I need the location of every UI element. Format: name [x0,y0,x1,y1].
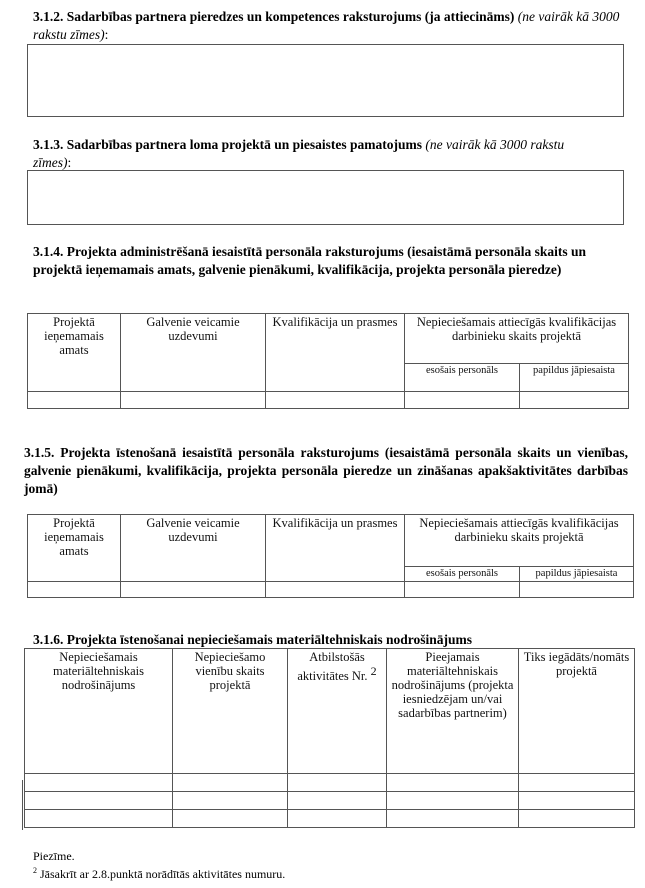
section-3-1-4-heading [33,243,623,279]
table-cell[interactable] [28,392,121,409]
table-cell[interactable] [25,774,173,792]
footnote-text: Jāsakrīt ar 2.8.punktā norādītās aktivitātes numuru. [37,867,286,881]
material-resources-table [24,648,635,828]
table-cell[interactable] [25,810,173,828]
table-cell[interactable] [405,392,520,409]
table-cell[interactable] [266,392,405,409]
table-cell[interactable] [387,774,519,792]
staff-implementation-table [27,514,634,598]
col-header-tasks: Galvenie veicamie uzdevumi [121,314,266,392]
col-header-tasks: Galvenie veicamie uzdevumi [121,515,266,582]
col-header-position: Projektā ieņemamais amats [28,515,121,582]
colon: : [67,155,72,170]
section-title: Sadarbības partnera pieredzes un kompetences raksturojums (ja attiecināms) [66,9,515,24]
footnote-ref: 2 [370,664,377,678]
footnote-mark: 2 [33,866,37,875]
col-header-activity-nr [288,649,387,774]
table-cell[interactable] [520,582,634,598]
section-3-1-3-heading [33,136,593,172]
table-cell[interactable] [519,810,635,828]
footnote [33,864,613,881]
table-cell[interactable] [405,582,520,598]
col-header-purchased: Tiks iegādāts/nomāts projektā [519,649,635,774]
section-title: 3.1.4. Projekta administrēšanā iesaistītā personāla raksturojums (iesaistāmā personāla skaits un projektā ieņemamais amats, galvenie pienākumi, kvalifikācija, projekta personāla pieredze) [33,244,587,277]
table-cell[interactable] [121,392,266,409]
col-header-staff-count: Nepieciešamais attiecīgās kvalifikācijas darbinieku skaits projektā [405,314,629,364]
table-cell[interactable] [28,582,121,598]
col-header-qualification: Kvalifikācija un prasmes [266,314,405,392]
col-header-staff-count: Nepieciešamais attiecīgās kvalifikācijas darbinieku skaits projektā [405,515,634,567]
table-cell[interactable] [519,792,635,810]
table-cell[interactable] [173,774,288,792]
table-cell[interactable] [288,792,387,810]
table-cell[interactable] [387,810,519,828]
text-input-box-3-1-2[interactable] [27,44,624,117]
table-cell[interactable] [173,810,288,828]
section-3-1-6-heading [33,631,623,649]
table-cell[interactable] [520,392,629,409]
char-limit-note: (ne vairāk kā 3000 rakstu zīmes) [33,9,620,42]
col-header-position: Projektā ieņemamais amats [28,314,121,392]
section-number: 3.1.2. [33,9,64,24]
table-cell[interactable] [121,582,266,598]
section-3-1-5-heading [24,444,628,498]
table-cell[interactable] [387,792,519,810]
table-cell[interactable] [173,792,288,810]
section-title: 3.1.5. Projekta īstenošanā iesaistītā personāla raksturojums (iesaistāmā personāla skaits un vienības, galvenie pienākumi, kvalifikācija, projekta personāla pieredze un zināšanas apakšaktivitātes darbības jomā) [24,445,628,496]
subheader-existing: esošais personāls [405,364,520,392]
staff-admin-table [27,313,629,409]
table-cell[interactable] [25,792,173,810]
col-header-qualification: Kvalifikācija un prasmes [266,515,405,582]
table-cell[interactable] [288,810,387,828]
text-input-box-3-1-3[interactable] [27,170,624,225]
section-title: Sadarbības partnera loma projektā un piesaistes pamatojums [66,137,423,152]
section-3-1-2-heading [33,8,623,44]
col-header-available: Pieejamais materiāltehniskais nodrošinājums (projekta iesniedzējam un/vai sadarbības partnerim) [387,649,519,774]
margin-line [22,780,23,830]
col-header-resources: Nepieciešamais materiāltehniskais nodrošinājums [25,649,173,774]
subheader-existing: esošais personāls [405,567,520,582]
char-limit-note: (ne vairāk kā 3000 rakstu zīmes) [33,137,565,170]
subheader-additional: papildus jāpiesaista [520,567,634,582]
table-cell[interactable] [288,774,387,792]
colon: : [104,27,109,42]
table-cell[interactable] [519,774,635,792]
table-cell[interactable] [266,582,405,598]
section-title: 3.1.6. Projekta īstenošanai nepieciešamais materiāltehniskais nodrošinājums [33,632,473,647]
col-header-unit-count: Nepieciešamo vienību skaits projektā [173,649,288,774]
note-label: Piezīme. [33,849,75,863]
activity-nr-label: Atbilstošās aktivitātes Nr. [297,650,368,684]
subheader-additional: papildus jāpiesaista [520,364,629,392]
section-number: 3.1.3. [33,137,64,152]
